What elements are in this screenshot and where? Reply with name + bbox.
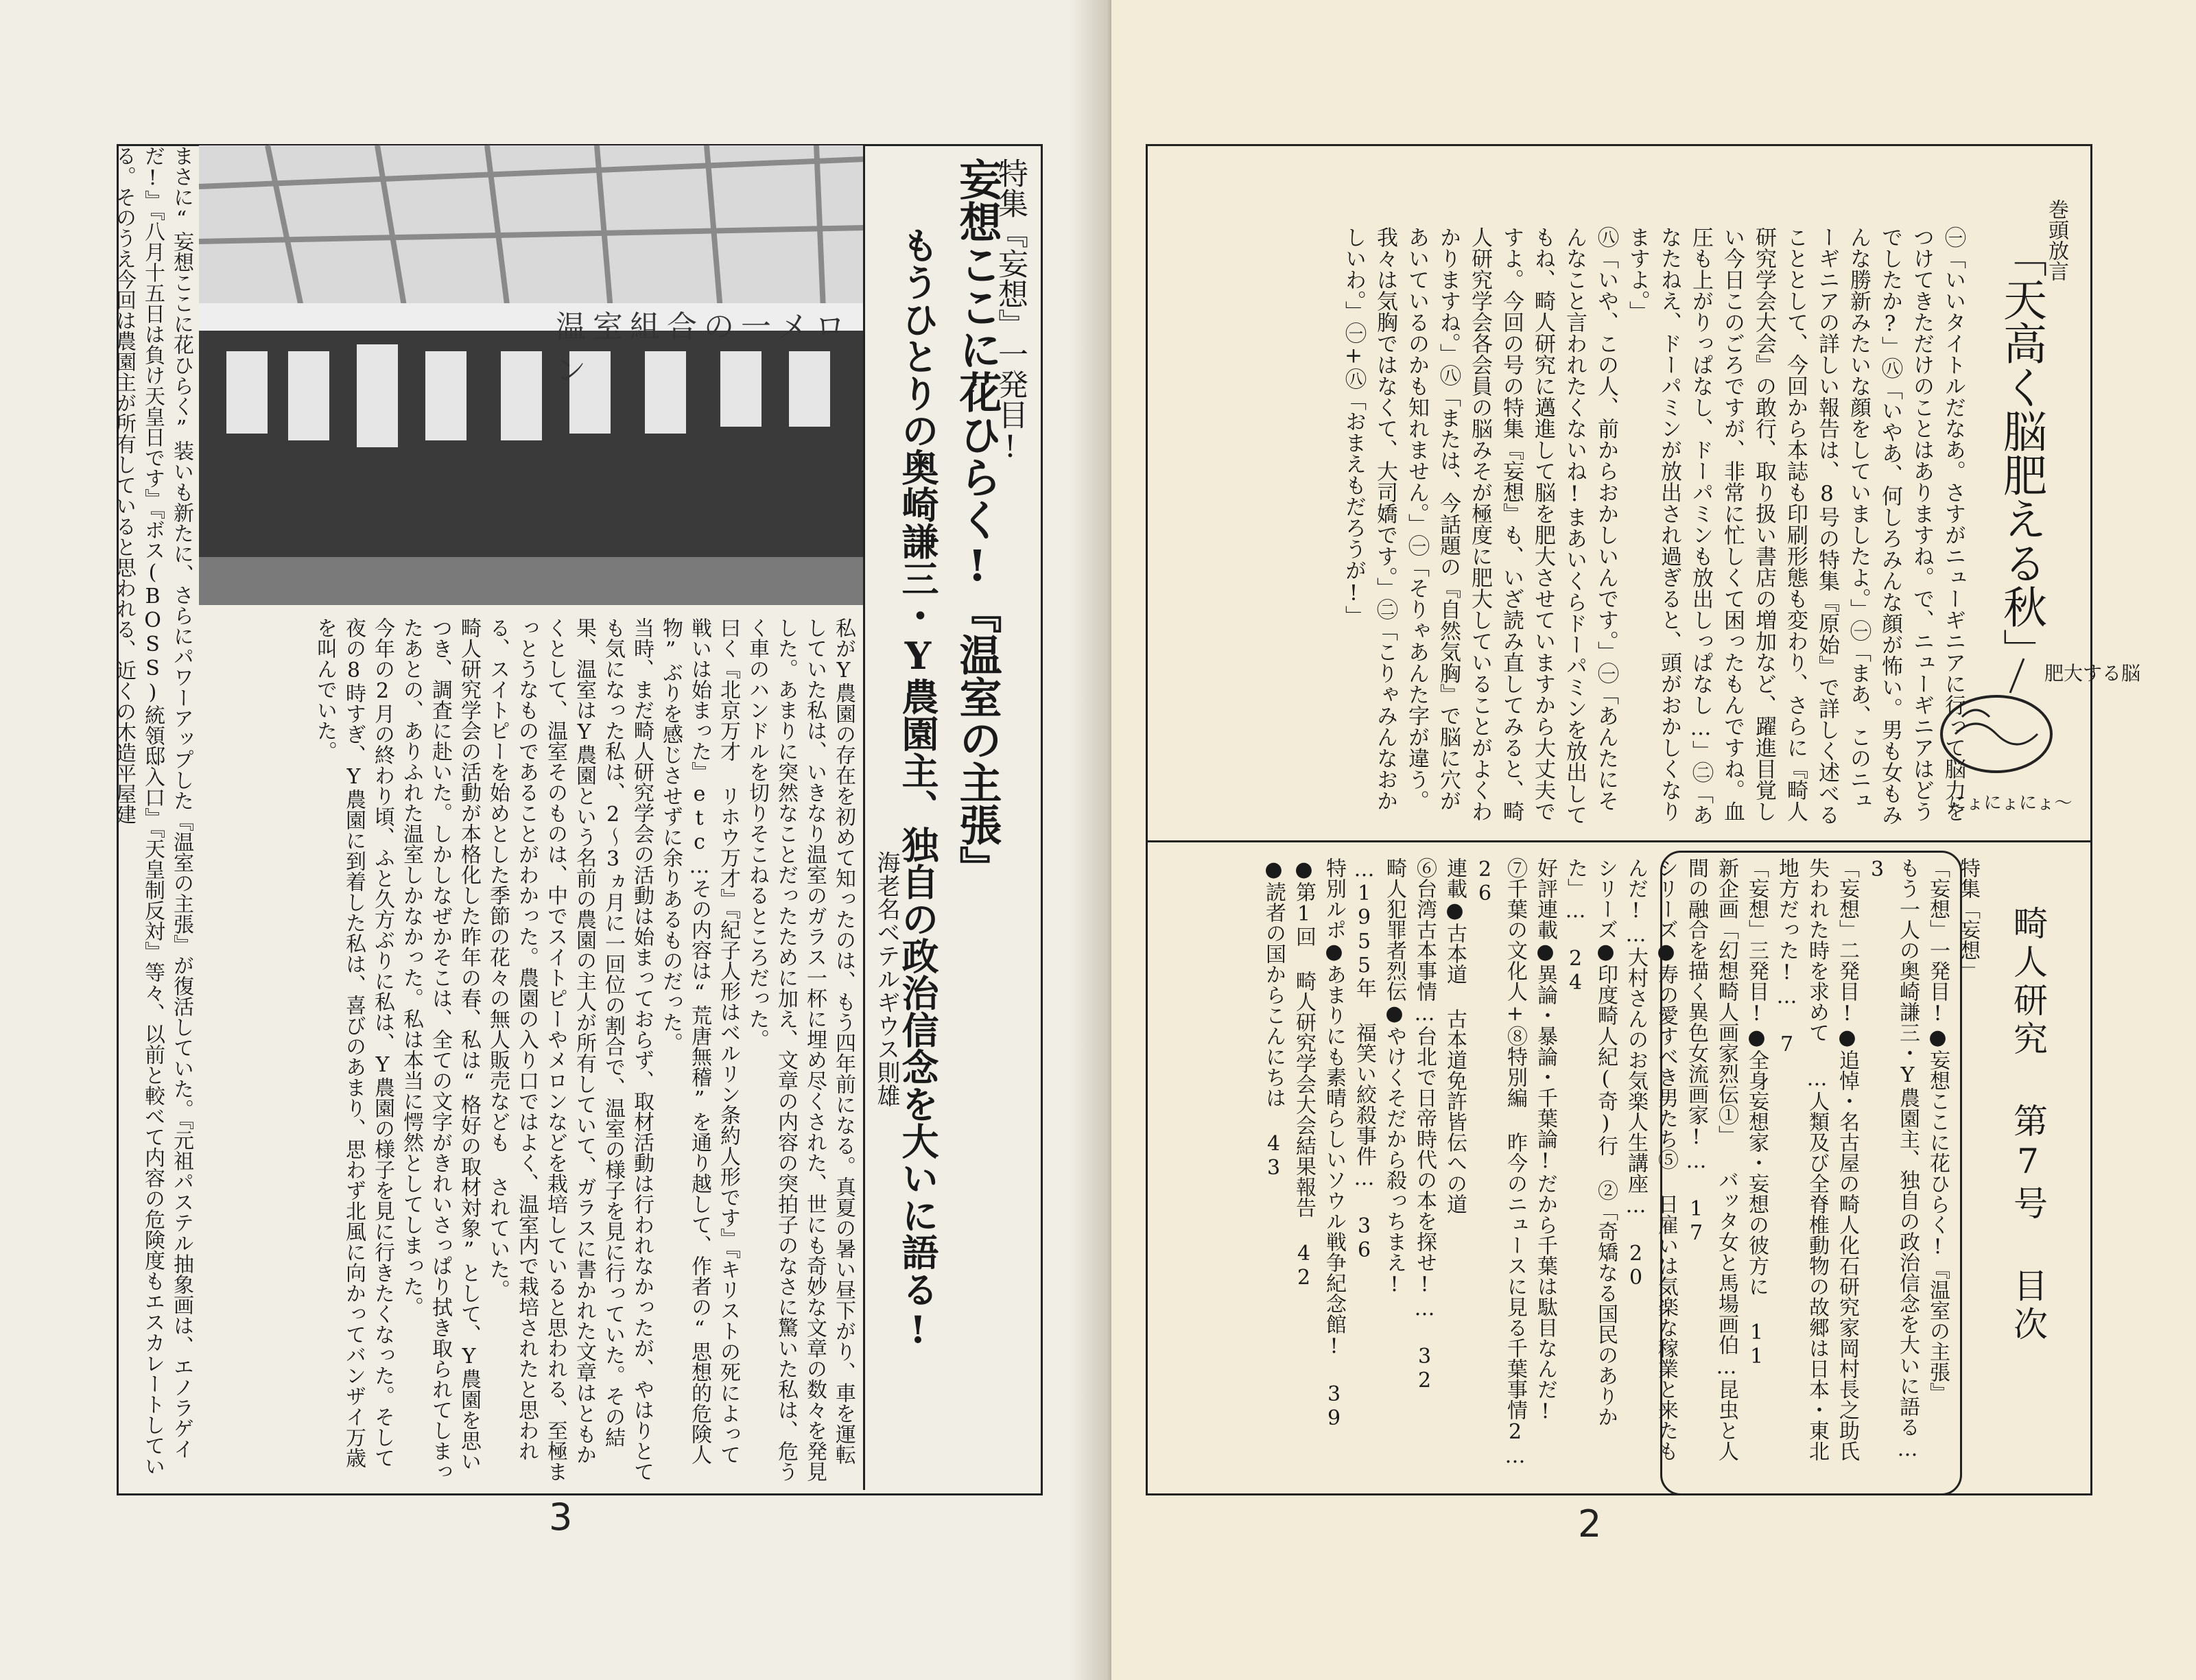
article-subhead: もうひとりの奥崎謙三・Y農園主、独自の政治信念を大いに語る! [896,226,940,1351]
page-number-right: 2 [1578,1502,1602,1546]
column-title: 「天高く脳肥える秋」 [1996,233,2046,672]
column-dialogue [1166,226,1969,830]
doodle-label-top: 肥大する脳 [2044,662,2141,685]
toc-item[interactable]: 失われた時を求めて …人類及び全脊椎動物の故郷は日本・東北地方だった!… 7 [1775,857,1829,1461]
column-label: 巻頭放言 [2044,199,2068,281]
toc-item[interactable]: シリーズ●印度畸人紀(奇)行 ②「奇矯なる国民のありかた」… 24 [1563,857,1618,1427]
article-body [127,617,858,1482]
photo-sign-text: 温室組合の一メロン [556,309,852,388]
body-paragraph: 当時、まだ畸人研究学会の活動は始まっておらず、取材活動は行われなかったが、やはりとても気になった私は、2〜3ヵ月に一回位の割合で、温室の様子を見に行っていた。その結果、温室はY農園という名前の農園の主人が所有していて、ガラスに書かれた文章はともかくとして、温室そのものは、中でスイトピーやメロンなどを栽培していると思われる、至極まっとうなものであることがわかった。農園の入り口ではよく、温室内で栽培されたと思われる、スイトピーを始めとした季節の花々の無人販売なども されていた。 [486,617,654,1482]
toc-item[interactable]: 新企画「幻想畸人画家烈伝①」 バッタ女と馬場画伯…昆虫と人間の融合を描く異色女流画家!… 17 [1684,857,1738,1461]
toc-list [1159,857,1983,1475]
greenhouse-photo [199,145,864,605]
section-divider [1146,840,2092,842]
toc-item[interactable]: 「妄想」三発目!●全身妄想家・妄想の彼方に 11 [1745,857,1769,1369]
toc-item[interactable]: ⑥台湾古本事情…台北で日帝時代の本を探せ!… 32 [1413,857,1437,1393]
toc-item[interactable]: シリーズ●寿の愛すべき男たち⑤ 日雇いは気楽な稼業と来たもんだ!…大村さんのお気楽人生講座… 20 [1624,857,1678,1461]
toc-title: 畸人研究 第7号 目次 [2008,906,2048,1345]
body-paragraph: 今年の2月の終わり頃、ふと久方ぶりに私は、Y農園の様子を見に行きたくなった。そして夜の8時すぎ、Y農園に到着した私は、喜びのあまり、思わず北風に向かってバンザイ万歳を叫んでいた。 [313,617,394,1468]
body-paragraph: 私がY農園の存在を初めて知ったのは、もう四年前になる。真夏の暑い昼下がり、車を運転していた私は、いきなり温室のガラス一杯に埋め尽くされた、世にも奇妙な文章の数々を発見した。あまりに突然なことだったために加え、文章の内容の突拍子のなさに驚いた私は、危うく車のハンドルを切りそこねるところだった。 [745,617,855,1482]
article-headline: 妄想ここに花ひらく!『温室の主張』 [952,158,1002,888]
toc-item[interactable]: 好評連載●異論・暴論・千葉論!だから千葉は駄目なんだ! [1533,857,1557,1423]
toc-item[interactable]: 「妄想」一発目!●妄想ここに花ひらく!『温室の主張』 [1926,857,1950,1403]
page-number-left: 3 [549,1495,573,1539]
dialogue-paragraph: ㊀「いいタイトルだなあ。さすがニューギニアに行って脳力をつけてきただけのことはありますね。で、ニューギニアはどうでしたか?」㊇「いやあ、何しろみんな顔が怖い。男も女もみんな勝新みたいな顔をしていましたよ。」㊀「まあ、このニューギニアの詳しい報告は、8号の特集『原始』で詳しく述べることとして、今回から本誌も印刷形態も変わり、さらに『畸人研究学会大会』の敢行、取り扱い書店の増加など、躍進目覚しい今日このごろですが、非常に忙しくて困ったもんですね。血圧も上がりっぱなし、ドーパミンも放出しっぱなし…」㊁「あなたねえ、ドーパミンが放出され過ぎると、頭がおかしくなりますよ。」 [1625,226,1965,825]
dialogue-paragraph: ㊇「いや、この人、前からおかしいんです。」㊀「あんたにそんなこと言われたくないね!まあいくらドーパミンを放出してもね、畸人研究に邁進して脳を肥大させていますから大丈夫ですよ。今回の号の特集『妄想』も、いざ読み直してみると、畸人研究学会各会員の脳みそが極度に肥大していることがよくわかりますね。」㊇「または、今話題の『自然気胸』で脳に穴があいているのかも知れません。」㊀「そりゃあんた字が違う。我々は気胸ではなくて、大司嬌です。」㊁「こりゃみんなおかしいわ。」㊀+㊇「おまえもだろうが!」 [1341,226,1618,825]
article-author: 海老名ベテルギウス則雄 [873,851,900,1107]
article-body-continued: まさに“妄想ここに花ひらく”装いも新たに、さらにパワーアップした『温室の主張』が復活していた。『元祖パステル抽象画は、エノラゲイだ!』『八月十五日は負け天皇日です』『ボス(BOSS)統領邸入口』『天皇制反対』等々、以前と較べて内容の危険度もエスカレートしている。そのうえ今回は農園主が所有していると思われる、近くの木造平屋建 [112,145,193,1476]
body-paragraph: 曰く『北京万才 リホウ万才』『紀子人形はベルリン条約人形です』『キリストの死によって戦いは始まった』etc…その内容は“荒唐無稽”を通り越して、作者の“思想的危険人物”ぶりを感じさせずに余りあるものだった。 [659,617,740,1465]
toc-item[interactable]: もう一人の奥崎謙三・Y農園主、独自の政治信念を大いに語る… 3 [1865,857,1920,1461]
body-paragraph: 畸人研究学会の活動が本格化した昨年の春、私は“格好の取材対象”として、Y農園を思いつき、調査に赴いた。しかしなぜかそこは、全ての文字がきれいさっぱり拭き取られてしまったあとの、ありふれた温室しかなかった。私は本当に愕然としてしまった。 [399,617,481,1482]
feature-label: 特集『妄想』一発目! [993,158,1028,464]
doodle-label-bottom: にょにょにょ〜 [1948,793,2073,814]
headline-divider [863,145,865,1490]
toc-item[interactable]: 「妄想」二発目!●追悼・名古屋の畸人化石研究家岡村長之助氏 [1835,857,1859,1461]
toc-item[interactable]: 畸人犯罪者烈伝●やけくそだから殺っちまえ! [1382,857,1406,1297]
toc-item[interactable]: ●読者の国からこんにちは 43 [1262,857,1286,1180]
toc-item[interactable]: …1955年 福笑い絞殺事件… 36 [1352,857,1376,1262]
toc-item[interactable]: 連載●古本道 古本道免許皆伝への道 [1443,857,1467,1214]
toc-item[interactable]: 特別ルポ●あまりにも素晴らしいソウル戦争紀念館! 39 [1322,857,1346,1430]
right-page [1111,0,2196,1680]
toc-item[interactable]: ●第1回 畸人研究学会大会結果報告 42 [1292,857,1316,1290]
toc-item[interactable]: 特集「妄想」 [1956,857,1980,981]
toc-item[interactable]: ⑦千葉の文化人+⑧特別編 昨今のニュースに見る千葉事情2… 26 [1473,857,1527,1468]
